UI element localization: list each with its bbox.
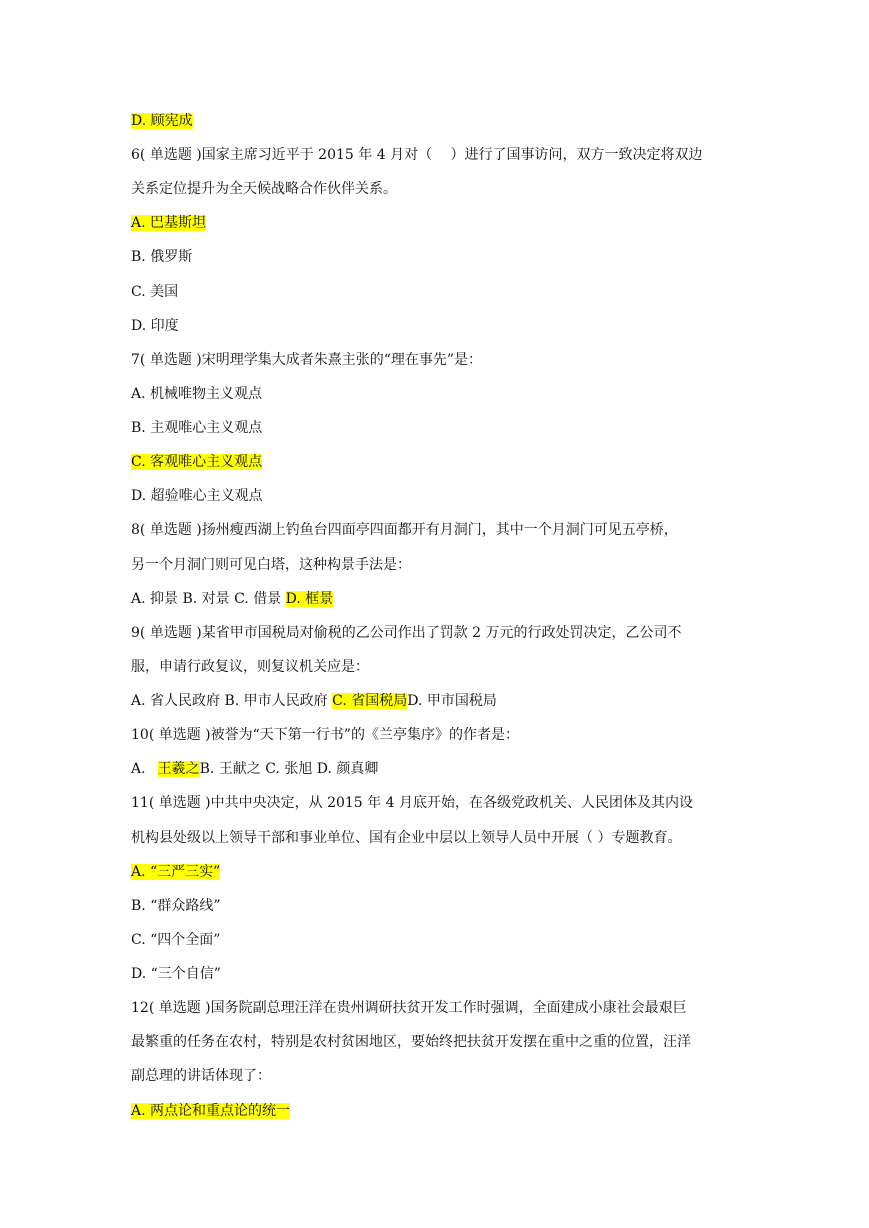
answer-option-d-gu-xiancheng: D. 顾宪成 [131,113,193,129]
question-6-option-b: B. 俄罗斯 [131,249,193,265]
question-7: 7( 单选题 )宋明理学集大成者朱熹主张的“理在事先”是： [131,352,483,368]
question-6-option-c: C. 美国 [131,284,179,300]
question-7-option-c: C. 客观唯心主义观点 [131,454,263,470]
question-12-option-a: A. 两点论和重点论的统一 [131,1103,291,1119]
question-11-option-c: C. “四个全面” [131,932,221,948]
question-11-option-b: B. “群众路线” [131,898,221,914]
question-8-line-1: 8( 单选题 )扬州瘦西湖上钓鱼台四面亭四面都开有月洞门，其中一个月洞门可见五亭桥， [131,522,678,538]
question-12-line-2: 最繁重的任务在农村，特别是农村贫困地区，要始终把扶贫开发摆在重中之重的位置，汪洋 [131,1034,691,1050]
question-10-answer: 王羲之 [157,761,200,777]
question-6-option-a: A. 巴基斯坦 [131,215,207,231]
question-12-line-1: 12( 单选题 )国务院副总理汪洋在贵州调研扶贫开发工作时强调，全面建成小康社会最艰巨 [131,1000,687,1016]
question-10-options: A. 王羲之B. 王献之 C. 张旭 D. 颜真卿 [131,761,379,777]
question-6-line-1: 6( 单选题 )国家主席习近平于 2015 年 4 月对（ ）进行了国事访问，双方一致决定将双边 [131,147,703,163]
question-10: 10( 单选题 )被誉为“天下第一行书”的《兰亭集序》的作者是： [131,727,519,743]
question-11-line-2: 机构县处级以上领导干部和事业单位、国有企业中层以上领导人员中开展（ ）专题教育。 [131,830,682,846]
question-8-options: A. 抑景 B. 对景 C. 借景 D. 框景 [131,591,334,607]
question-8-line-2: 另一个月洞门则可见白塔，这种构景手法是： [131,557,411,573]
question-11-line-1: 11( 单选题 )中共中央决定，从 2015 年 4 月底开始，在各级党政机关、人民团体及其内设 [131,795,693,811]
question-9-line-2: 服，申请行政复议，则复议机关应是： [131,659,369,675]
question-12-line-3: 副总理的讲话体现了： [131,1068,271,1084]
question-7-option-b: B. 主观唯心主义观点 [131,420,263,436]
question-7-option-d: D. 超验唯心主义观点 [131,488,263,504]
question-9-options: A. 省人民政府 B. 甲市人民政府 C. 省国税局D. 甲市国税局 [131,693,497,709]
question-6-option-d: D. 印度 [131,318,179,334]
question-9-line-1: 9( 单选题 )某省甲市国税局对偷税的乙公司作出了罚款 2 万元的行政处罚决定，乙公司不 [131,625,682,641]
question-11-option-d: D. “三个自信” [131,966,221,982]
question-6-line-2: 关系定位提升为全天候战略合作伙伴关系。 [131,181,397,197]
question-8-answer: D. 框景 [285,591,334,607]
question-9-answer: C. 省国税局 [332,693,408,709]
question-7-option-a: A. 机械唯物主义观点 [131,386,263,402]
question-11-option-a: A. “三严三实” [131,864,221,880]
